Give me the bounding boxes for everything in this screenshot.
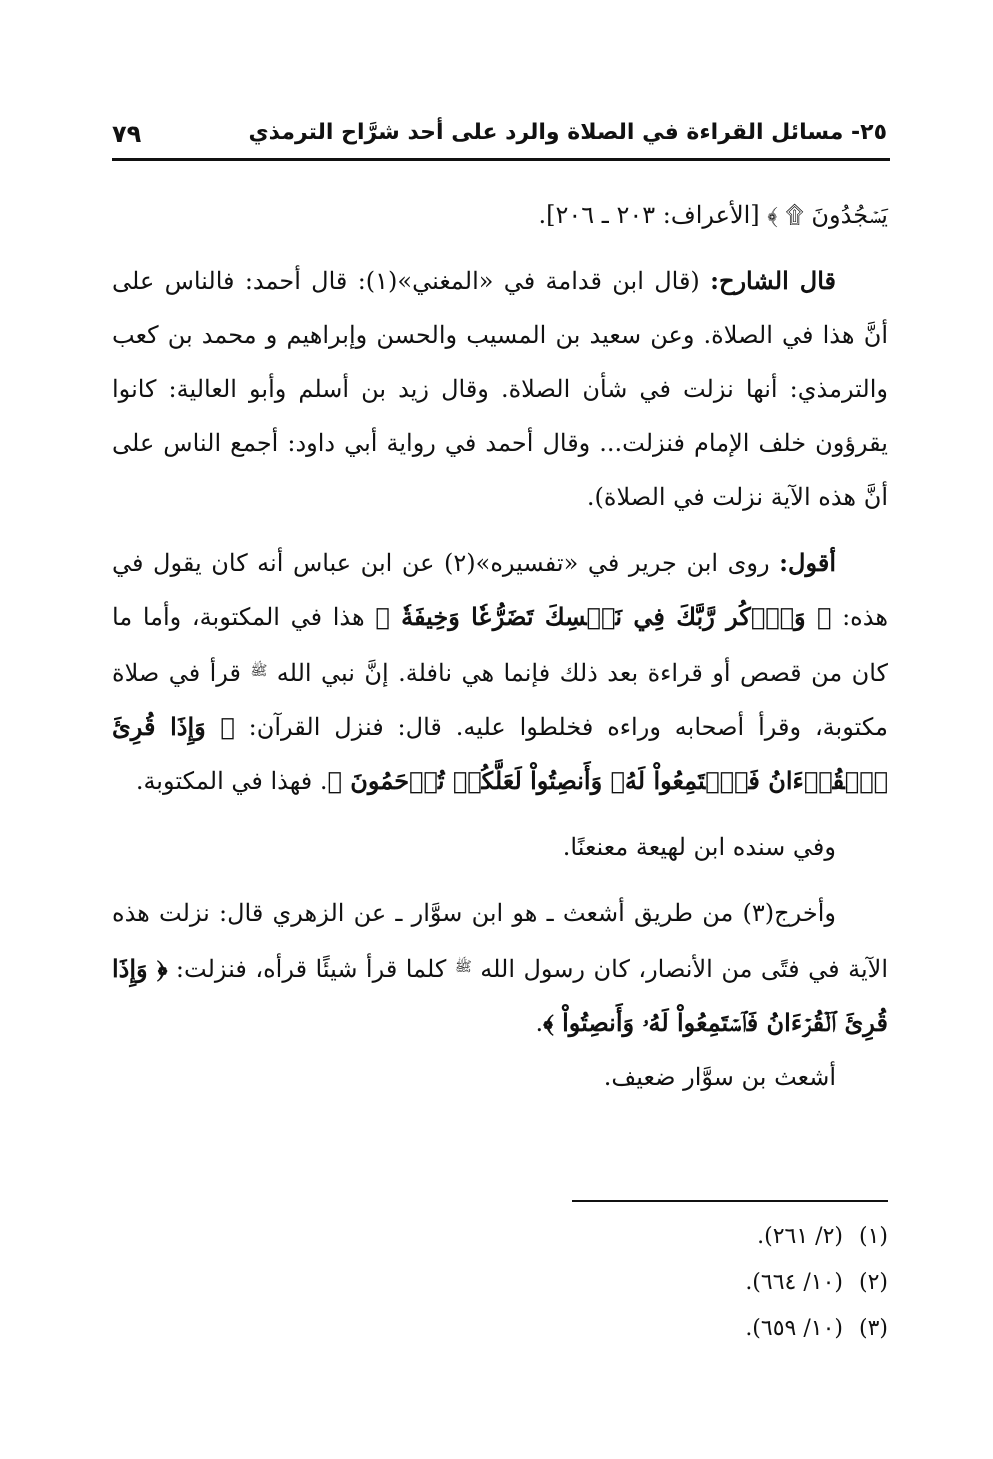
footnote-marker: (٢) (858, 1270, 888, 1295)
response-text-a: روى ابن جرير في «تفسيره»(٢) عن ابن عباس أنه كان يقول في هذه: (112, 549, 888, 631)
author-label: أقول: (779, 548, 836, 577)
header-divider (112, 158, 890, 161)
footnote-1 (500, 1214, 888, 1260)
footnote-marker: (١) (858, 1224, 888, 1249)
zuhri-text-b: كلما قرأ شيئًا قرأه، فنزلت: (167, 955, 455, 983)
zuhri-text-c: . (535, 1009, 544, 1037)
paragraph-verse-end (112, 188, 888, 242)
quran-verse-listen-short: ﴿ وَإِذَا قُرِئَ ٱلۡقُرۡءَانُ فَٱسۡتَمِعُواْ لَهُۥ وَأَنصِتُواْ ﴾ (112, 954, 888, 1037)
paragraph-author-response (112, 536, 888, 808)
chain-note-text: وفي سنده ابن لهيعة معنعنًا. (562, 833, 836, 861)
paragraph-chain-note (112, 820, 888, 874)
page-number: ٧٩ (112, 120, 142, 148)
footnote-text: (١٠/ ٦٥٩). (745, 1316, 843, 1341)
chapter-title: ٢٥- مسائل القراءة في الصلاة والرد على أحد شرَّاح الترمذي (248, 120, 887, 145)
footnote-marker: (٣) (858, 1316, 888, 1341)
footnote-divider (572, 1200, 888, 1202)
quran-verse-dhikr: ﴿ وَٱذۡكُر رَّبَّكَ فِي نَفۡسِكَ تَضَرُّعٗا وَخِيفَةٗ ﴾ (375, 602, 832, 631)
response-text-c: قرأ في صلاة مكتوبة، وقرأ أصحابه وراءه فخلطوا عليه. قال: فنزل القرآن: (112, 659, 888, 741)
commentator-label: قال الشارح: (710, 266, 836, 295)
footnote-2 (500, 1260, 888, 1306)
footnotes (500, 1214, 888, 1352)
footnote-3 (500, 1306, 888, 1352)
main-text (112, 188, 888, 1104)
verse-continuation: يَسۡجُدُونَ ۩ ﴾ [الأعراف: ٢٠٣ ـ ٢٠٦]. (538, 201, 888, 229)
quran-verse-listen: ﴿ وَإِذَا قُرِئَ ٱلۡقُرۡءَانُ فَٱسۡتَمِعُواْ لَهُۥ وَأَنصِتُواْ لَعَلَّكُمۡ تُرۡحَمُونَ ﴾ (112, 712, 888, 795)
paragraph-commentator (112, 254, 888, 524)
paragraph-zuhri-report (112, 886, 888, 1050)
zuhri-text-a: وأخرج(٣) من طريق أشعث ـ هو ابن سوَّار ـ عن الزهري قال: نزلت هذه الآية في فتًى من الأنصار، كان رسول الله (112, 899, 888, 983)
salutation-glyph: ﷺ (454, 959, 472, 975)
grading-text: أشعث بن سوَّار ضعيف. (603, 1063, 836, 1091)
salutation-glyph: ﷺ (250, 663, 268, 679)
response-text-b: هذا في المكتوبة، وأما ما كان من قصص أو قراءة بعد ذلك فإنما هي نافلة. إنَّ نبي الله (112, 603, 888, 687)
paragraph-grading (112, 1050, 888, 1104)
footnote-text: (٢/ ٢٦١). (757, 1224, 843, 1249)
response-text-d: . فهذا في المكتوبة. (135, 767, 328, 795)
footnote-text: (١٠/ ٦٦٤). (745, 1270, 843, 1295)
commentator-text: (قال ابن قدامة في «المغني»(١): قال أحمد: فالناس على أنَّ هذا في الصلاة. وعن سعيد بن المسيب والحسن وإبراهيم و محمد بن كعب والترمذي: أنها نزلت في شأن الصلاة. وقال زيد بن أسلم وأبو العالية: كانوا يقرؤون خلف الإمام فنزلت... وقال أحمد في رواية أبي داود: أجمع الناس على أنَّ هذه الآية نزلت في الصلاة). (112, 267, 888, 511)
